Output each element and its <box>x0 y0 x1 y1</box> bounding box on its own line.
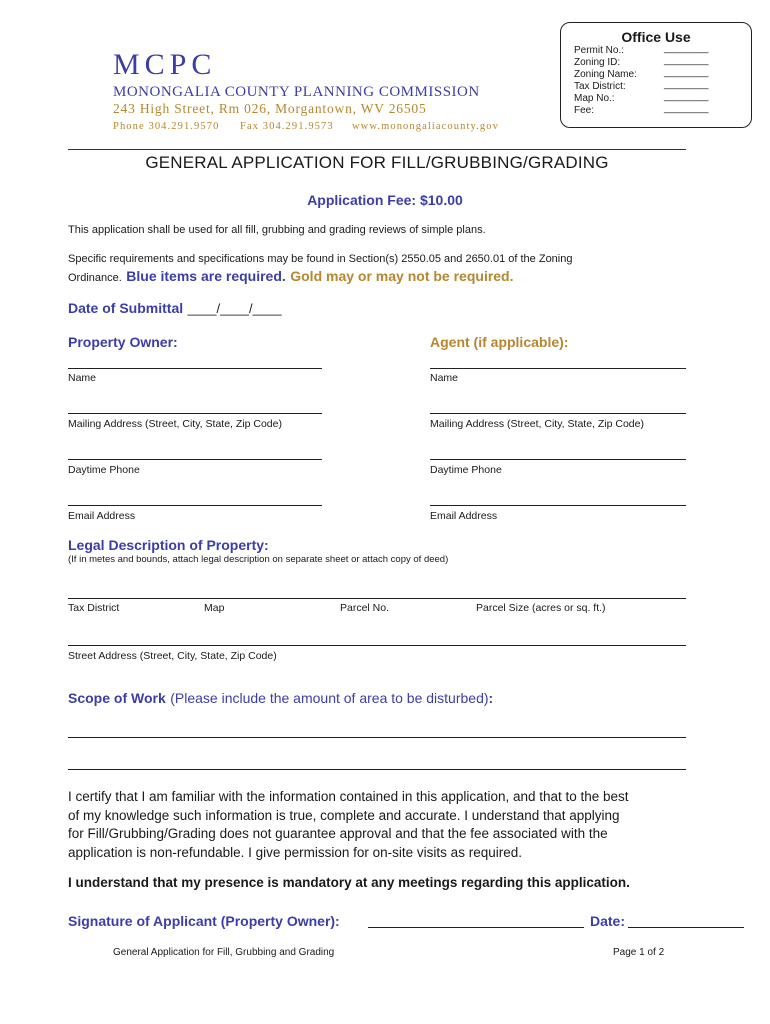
scope-of-work-field-1[interactable] <box>68 737 686 738</box>
required-note: Blue items are required. <box>126 268 286 284</box>
office-tax-district-label: Tax District: <box>574 81 626 92</box>
agent-heading: Agent (if applicable): <box>430 334 569 350</box>
owner-phone-label: Daytime Phone <box>68 464 140 476</box>
owner-address-label: Mailing Address (Street, City, State, Zip Code) <box>68 418 282 430</box>
scope-of-work-colon: : <box>488 690 494 706</box>
date-field[interactable] <box>628 927 744 928</box>
signature-field[interactable] <box>368 927 584 928</box>
agent-email-label: Email Address <box>430 510 498 522</box>
certification-line-4: application is non-refundable. I give permission for on-site visits as required. <box>68 844 522 860</box>
office-fee-label: Fee: <box>574 105 595 116</box>
owner-name-field[interactable] <box>68 368 322 369</box>
footer-title: General Application for Fill, Grubbing and Grading <box>113 947 335 958</box>
office-permit-blank[interactable]: ________ <box>664 43 709 54</box>
certification-line-2: of my knowledge such information is true, complete and accurate. I understand that applying <box>68 807 620 823</box>
signature-label: Signature of Applicant (Property Owner): <box>68 913 340 929</box>
page-number: Page 1 of 2 <box>613 947 665 958</box>
office-use-title: Office Use <box>621 29 691 45</box>
office-zoning-name-blank[interactable]: ________ <box>664 67 709 78</box>
date-of-submittal-label: Date of Submittal <box>68 300 184 316</box>
owner-name-label: Name <box>68 372 97 384</box>
tax-district-label: Tax District <box>68 602 120 614</box>
office-tax-district-blank[interactable]: ________ <box>664 79 709 90</box>
office-zoning-id-blank[interactable]: ________ <box>664 55 709 66</box>
owner-address-field[interactable] <box>68 413 322 414</box>
office-permit-label: Permit No.: <box>574 45 625 56</box>
scope-of-work-heading-row <box>68 690 493 708</box>
scope-of-work-field-2[interactable] <box>68 769 686 770</box>
application-fee: Application Fee: $10.00 <box>307 192 463 208</box>
form-title: GENERAL APPLICATION FOR FILL/GRUBBING/GRADING <box>145 153 609 172</box>
scope-of-work-heading: Scope of Work <box>68 690 166 706</box>
property-owner-heading: Property Owner: <box>68 334 178 350</box>
legal-description-note: (If in metes and bounds, attach legal description on separate sheet or attach copy of deed) <box>68 554 449 565</box>
certification-line-3: for Fill/Grubbing/Grading does not guarantee approval and that the fee associated with the <box>68 826 608 841</box>
phone-number: Phone 304.291.9570 <box>113 121 220 132</box>
commission-address: 243 High Street, Rm 026, Morgantown, WV 26505 <box>113 101 427 116</box>
fax-number: Fax 304.291.9573 <box>240 121 334 132</box>
office-zoning-name-label: Zoning Name: <box>574 69 637 80</box>
agent-email-field[interactable] <box>430 505 686 506</box>
agent-phone-field[interactable] <box>430 459 686 460</box>
agent-name-field[interactable] <box>430 368 686 369</box>
date-of-submittal <box>68 300 282 318</box>
certification-statement <box>68 788 708 862</box>
requirements-text-cont: Ordinance. <box>68 272 122 284</box>
header-divider <box>68 149 686 150</box>
optional-note: Gold may or may not be required. <box>290 268 514 284</box>
mandatory-presence-note: I understand that my presence is mandatory at any meetings regarding this application. <box>68 875 630 890</box>
intro-text: This application shall be used for all fill, grubbing and grading reviews of simple plans. <box>68 224 486 236</box>
date-label: Date: <box>590 913 626 929</box>
office-zoning-id-label: Zoning ID: <box>574 57 621 68</box>
mcpc-logo: MCPC <box>113 48 217 81</box>
parcel-size-label: Parcel Size (acres or sq. ft.) <box>476 602 606 614</box>
agent-address-label: Mailing Address (Street, City, State, Zip Code) <box>430 418 644 430</box>
map-label: Map <box>204 602 225 614</box>
commission-name: MONONGALIA COUNTY PLANNING COMMISSION <box>113 84 480 100</box>
website-link[interactable]: www.monongaliacounty.gov <box>352 121 499 132</box>
date-of-submittal-field[interactable]: ____/____/____ <box>187 301 282 316</box>
office-map-label: Map No.: <box>574 93 615 104</box>
office-fee-blank[interactable]: ________ <box>664 103 709 114</box>
certification-line-1: I certify that I am familiar with the information contained in this application, and that to the best <box>68 789 629 804</box>
office-map-blank[interactable]: ________ <box>664 91 709 102</box>
agent-name-label: Name <box>430 372 459 384</box>
legal-parcel-field[interactable] <box>68 598 686 599</box>
owner-email-label: Email Address <box>68 510 136 522</box>
legal-description-heading: Legal Description of Property: <box>68 537 269 553</box>
street-address-field[interactable] <box>68 645 686 646</box>
required-note-line <box>68 268 514 286</box>
scope-of-work-hint: (Please include the amount of area to be disturbed) <box>170 690 489 706</box>
office-use-box <box>560 22 752 128</box>
parcel-no-label: Parcel No. <box>340 602 390 614</box>
street-address-label: Street Address (Street, City, State, Zip Code) <box>68 650 277 662</box>
owner-phone-field[interactable] <box>68 459 322 460</box>
requirements-text: Specific requirements and specifications may be found in Section(s) 2550.05 and 2650.01 of the Zoning <box>68 253 573 265</box>
agent-phone-label: Daytime Phone <box>430 464 502 476</box>
owner-email-field[interactable] <box>68 505 322 506</box>
agent-address-field[interactable] <box>430 413 686 414</box>
